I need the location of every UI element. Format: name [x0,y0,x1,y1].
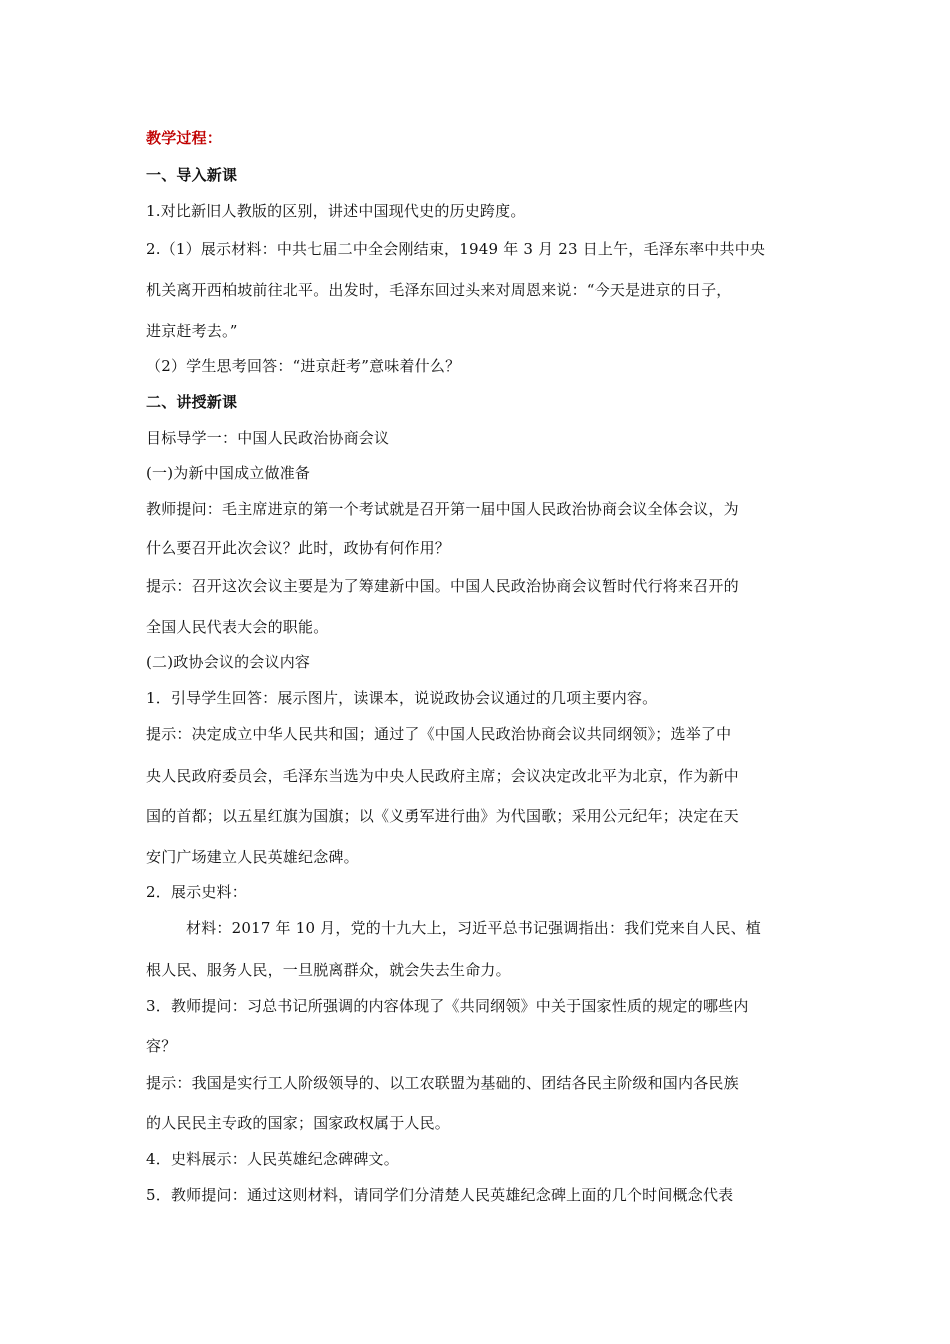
paragraph-line: 容？ [146,1037,177,1055]
paragraph-line: 提示：召开这次会议主要是为了筹建新中国。中国人民政治协商会议暂时代行将来召开的 [146,577,739,595]
paragraph-line: 的人民民主专政的国家；国家政权属于人民。 [146,1114,451,1132]
paragraph-line: 机关离开西柏坡前往北平。出发时，毛泽东回过头来对周恩来说：“今天是进京的日子， [146,281,732,299]
paragraph-line: 4．史料展示：人民英雄纪念碑碑文。 [146,1150,399,1168]
paragraph-line: (二)政协会议的会议内容 [146,653,311,671]
quote-line: 根人民、服务人民，一旦脱离群众，就会失去生命力。 [146,961,511,979]
paragraph-line: 教师提问：毛主席进京的第一个考试就是召开第一届中国人民政治协商会议全体会议，为 [146,500,739,518]
heading-new-lesson: 二、讲授新课 [146,393,238,411]
paragraph-line: 提示：我国是实行工人阶级领导的、以工农联盟为基础的、团结各民主阶级和国内各民族 [146,1074,739,1092]
paragraph-line: 1.对比新旧人教版的区别，讲述中国现代史的历史跨度。 [146,202,526,220]
paragraph-line: 2．展示史料： [146,883,247,901]
paragraph-line: (一)为新中国成立做准备 [146,464,311,482]
heading-intro: 一、导入新课 [146,166,238,184]
section-title: 教学过程： [146,129,223,147]
paragraph-line: 2.（1）展示材料：中共七届二中全会刚结束，1949 年 3 月 23 日上午，毛泽东率中共中央 [146,240,766,258]
paragraph-line: 1．引导学生回答：展示图片，读课本，说说政协会议通过的几项主要内容。 [146,689,658,707]
paragraph-line: 安门广场建立人民英雄纪念碑。 [146,848,359,866]
paragraph-line: 什么要召开此次会议？此时，政协有何作用？ [146,539,451,557]
paragraph-line: 目标导学一：中国人民政治协商会议 [146,429,390,447]
paragraph-line: 进京赶考去。” [146,322,238,340]
paragraph-line: 5．教师提问：通过这则材料，请同学们分清楚人民英雄纪念碑上面的几个时间概念代表 [146,1186,734,1204]
paragraph-line: 提示：决定成立中华人民共和国；通过了《中国人民政治协商会议共同纲领》；选举了中 [146,725,732,743]
quote-line: 材料：2017 年 10 月，党的十九大上，习近平总书记强调指出：我们党来自人民、植 [186,919,761,937]
paragraph-line: 3．教师提问：习总书记所强调的内容体现了《共同纲领》中关于国家性质的规定的哪些内 [146,997,749,1015]
paragraph-line: 央人民政府委员会，毛泽东当选为中央人民政府主席；会议决定改北平为北京，作为新中 [146,767,739,785]
paragraph-line: 全国人民代表大会的职能。 [146,618,329,636]
paragraph-line: 国的首都；以五星红旗为国旗；以《义勇军进行曲》为代国歌；采用公元纪年；决定在天 [146,807,739,825]
paragraph-line: （2）学生思考回答：“进京赶考”意味着什么？ [146,357,461,375]
